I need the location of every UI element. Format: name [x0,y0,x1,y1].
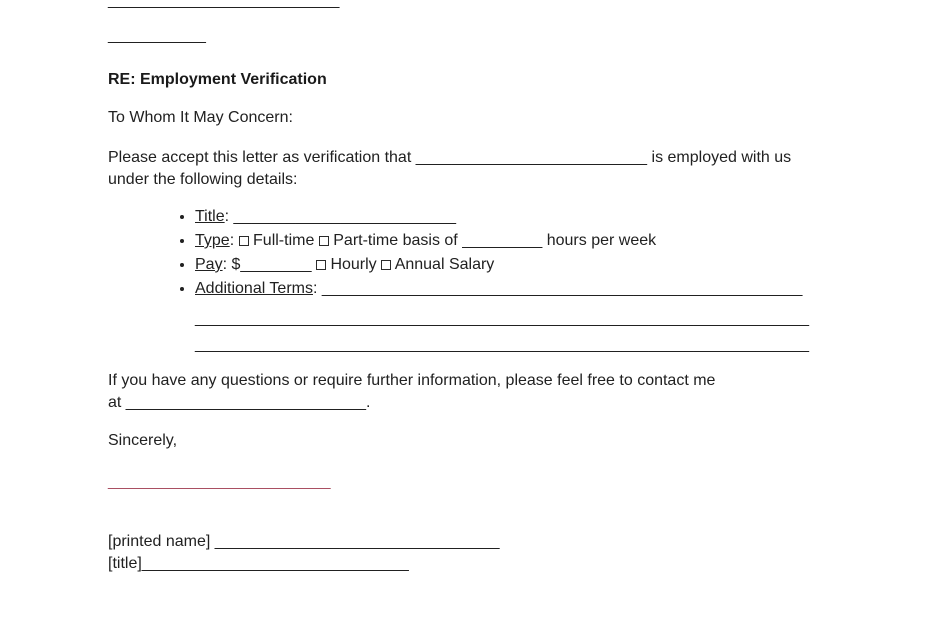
top-blank-line: __________________________ [108,0,340,9]
title-line-blank: ______________________________ [141,555,409,572]
contact-blank-group [108,394,371,411]
checkbox-icon [316,260,326,270]
title-line [108,553,822,575]
intro-text-post: is employed with us under the following details: [108,149,792,188]
hourly-option-label: Hourly [326,256,382,273]
additional-terms-line2: _____________________________________________________________________ [195,310,809,327]
sincerely-line: Sincerely, [108,432,178,449]
footer-block [108,531,822,575]
contact-blank: at ___________________________ [108,394,367,411]
additional-terms-label: Additional Terms [195,280,313,297]
pay-label: Pay [195,256,223,273]
bullet-title [195,205,822,229]
annual-salary-option-label: Annual Salary [391,256,495,273]
parttime-option-label: Part-time basis of _________ hours per week [328,232,657,249]
checkbox-icon [239,236,249,246]
bullet-additional-terms [195,277,822,358]
checkbox-icon [319,236,329,246]
signature-line: _________________________ [108,473,331,490]
details-list [108,205,822,358]
salutation: To Whom It May Concern: [108,109,293,126]
subject-line: RE: Employment Verification [108,71,327,88]
fulltime-option-label: Full-time [248,232,319,249]
intro-text-pre: Please accept this letter as verification that [108,149,416,166]
closing-period: . [366,394,371,411]
additional-terms-line3: _____________________________________________________________________ [195,336,809,353]
closing-paragraph [108,370,822,414]
title-label: Title [195,208,225,225]
title-line-label: [title] [108,555,142,572]
checkbox-icon [381,260,391,270]
title-blank: : _________________________ [224,208,456,225]
intro-paragraph [108,147,822,191]
printed-name-line [108,531,822,553]
pay-amount-blank: : $________ [222,256,316,273]
additional-terms-blank: : ______________________________________________________ [312,280,803,297]
printed-name-label: [printed name] [108,533,215,550]
employee-name-blank: __________________________ [415,149,648,166]
printed-name-blank: ________________________________ [214,533,500,550]
bullet-type [195,229,822,253]
type-colon: : [229,232,239,249]
short-blank-line: ___________ [108,27,206,44]
type-label: Type [195,232,230,249]
bullet-pay [195,253,822,277]
closing-text-pre: If you have any questions or require further information, please feel free to contact me [108,372,716,389]
